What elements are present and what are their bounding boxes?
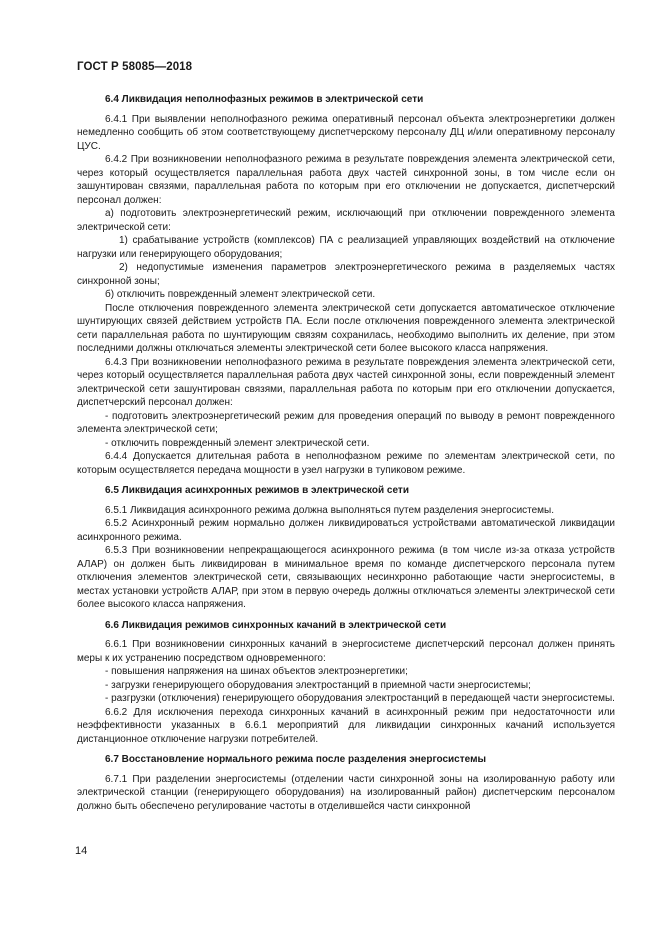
paragraph: 6.4.3 При возникновении неполнофазного режима в результате повреждения элемента электрической сети, через который осуществляется параллельная работа двух частей синхронной зоны, если поврежденный элемент электрической сети зашунтирован связями, параллельная работа по которым при его отключении допускается, диспетчерский персонал должен: [77, 356, 615, 408]
section-heading: 6.7 Восстановление нормального режима после разделения энергосистемы [105, 754, 487, 765]
paragraph: 6.6.2 Для исключения перехода синхронных качаний в асинхронный режим при недостаточности или неэффективности указанных в 6.6.1 мероприятий для ликвидации синхронных качаний используется дистанционное отключение нагрузки потребителей. [77, 706, 615, 745]
section-heading: 6.6 Ликвидация режимов синхронных качаний в электрической сети [105, 619, 447, 631]
document-header: ГОСТ Р 58085—2018 [77, 61, 193, 73]
paragraph: После отключения поврежденного элемента электрической сети допускается автоматическое отключение шунтирующих связей действием устройств ПА. Если после отключения поврежденного элемента электрической сети параллельная работа по шунтирующим связям сохранилась, необходимо выполнить их деление, при этом последними должны отключаться элементы электрической сети более высокого класса напряжения. [77, 302, 615, 354]
paragraph: 6.5.2 Асинхронный режим нормально должен ликвидироваться устройствами автоматической ликвидации асинхронного режима. [77, 518, 615, 543]
paragraph: 6.4.1 При выявлении неполнофазного режима оперативный персонал объекта электроэнергетики должен немедленно сообщить об этом соответствующему диспетчерскому персоналу ДЦ и/или оперативному персоналу ЦУС. [77, 113, 615, 152]
paragraph: 6.6.1 При возникновении синхронных качаний в энергосистеме диспетчерский персонал должен принять меры к их устранению посредством одновременного: [77, 639, 615, 664]
list-item: 2) недопустимые изменения параметров электроэнергетического режима в разделяемых частях синхронной зоны; [77, 262, 615, 287]
list-item: - разгрузки (отключения) генерирующего оборудования электростанций в передающей части энергосистемы. [105, 693, 615, 704]
list-item: 1) срабатывание устройств (комплексов) ПА с реализацией управляющих воздействий на отключение нагрузки или генерирующего оборудования; [77, 235, 615, 260]
paragraph: 6.4.4 Допускается длительная работа в неполнофазном режиме по элементам электрической сети, по которым осуществляется передача мощности в узел нагрузки в тупиковом режиме. [77, 451, 615, 476]
page-number: 14 [75, 845, 88, 857]
list-item: а) подготовить электроэнергетический режим, исключающий при отключении поврежденного элемента электрической сети: [77, 208, 615, 233]
list-item: - отключить поврежденный элемент электрической сети. [105, 437, 370, 449]
paragraph: 6.7.1 При разделении энергосистемы (отделении части синхронной зоны на изолированную работу или электрической станции (генерирующего оборудования) на изолированный район) диспетчерским персоналом должно быть обеспечено регулирование частоты в отделившейся части синхронной [77, 773, 615, 812]
list-item: - повышения напряжения на шинах объектов электроэнергетики; [105, 666, 408, 677]
list-item: - загрузки генерирующего оборудования электростанций в приемной части энергосистемы; [105, 679, 531, 691]
list-item: - подготовить электроэнергетический режим для проведения операций по выводу в ремонт поврежденного элемента электрической сети; [77, 410, 615, 435]
document-body [77, 93, 615, 813]
paragraph: 6.4.2 При возникновении неполнофазного режима в результате повреждения элемента электрической сети, через который осуществляется параллельная работа двух частей синхронной зоны, в том числе если он зашунтирован связями, параллельная работа по которым при его отключении не допускается, диспетчерский персонал должен: [77, 154, 615, 206]
paragraph: 6.5.1 Ликвидация асинхронного режима должна выполняться путем разделения энергосистемы. [105, 504, 555, 516]
section-heading: 6.4 Ликвидация неполнофазных режимов в электрической сети [105, 94, 424, 105]
section-heading: 6.5 Ликвидация асинхронных режимов в электрической сети [105, 485, 409, 496]
paragraph: 6.5.3 При возникновении непрекращающегося асинхронного режима (в том числе из-за отказа устройств АЛАР) он должен быть ликвидирован в минимальное время по команде диспетчерского персонала путем отключения элементов электрической сети, связывающих несинхронно работающие части энергосистемы, в местах установки устройств АЛАР, при этом в первую очередь должны отключаться элементы электрической сети более высокого класса напряжения. [77, 545, 615, 610]
list-item: б) отключить поврежденный элемент электрической сети. [105, 289, 376, 300]
